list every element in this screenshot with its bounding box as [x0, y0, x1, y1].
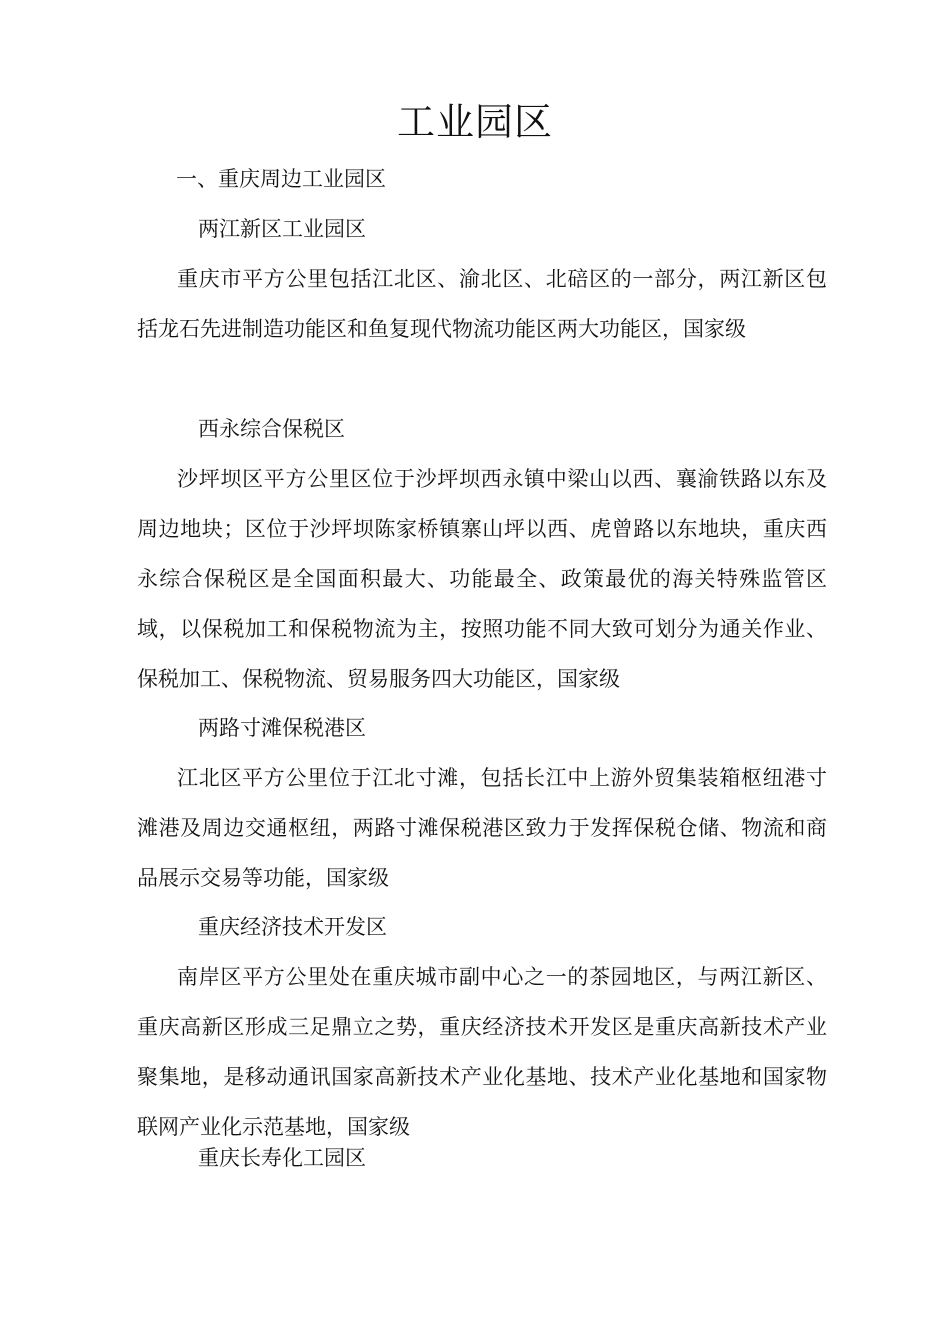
section-heading: 一、重庆周边工业园区	[176, 167, 386, 191]
park-name-changshou-chemical: 重庆长寿化工园区	[198, 1146, 366, 1170]
park-description-lianglu-cuntan: 江北区平方公里位于江北寸滩，包括长江中上游外贸集装箱枢纽港寸滩港及周边交通枢纽，两路寸滩保税港区致力于发挥保税仓储、物流和商品展示交易等功能，国家级	[137, 766, 827, 890]
park-name-liangjiang: 两江新区工业园区	[198, 217, 366, 241]
park-name-lianglu-cuntan: 两路寸滩保税港区	[198, 716, 366, 740]
park-description-liangjiang: 重庆市平方公里包括江北区、渝北区、北碚区的一部分，两江新区包括龙石先进制造功能区和鱼复现代物流功能区两大功能区，国家级	[137, 267, 827, 341]
park-name-economic-tech-zone: 重庆经济技术开发区	[198, 915, 387, 939]
document-title: 工业园区	[396, 100, 553, 144]
park-description-xiyong: 沙坪坝区平方公里区位于沙坪坝西永镇中梁山以西、襄渝铁路以东及周边地块；区位于沙坪坝陈家桥镇寨山坪以西、虎曾路以东地块，重庆西永综合保税区是全国面积最大、功能最全、政策最优的海关特殊监管区域，以保税加工和保税物流为主，按照功能不同大致可划分为通关作业、保税加工、保税物流、贸易服务四大功能区，国家级	[137, 467, 827, 691]
park-name-xiyong: 西永综合保税区	[198, 417, 345, 441]
park-description-economic-tech-zone: 南岸区平方公里处在重庆城市副中心之一的茶园地区，与两江新区、重庆高新区形成三足鼎立之势，重庆经济技术开发区是重庆高新技术产业聚集地，是移动通讯国家高新技术产业化基地、技术产业化基地和国家物联网产业化示范基地，国家级	[137, 965, 827, 1139]
